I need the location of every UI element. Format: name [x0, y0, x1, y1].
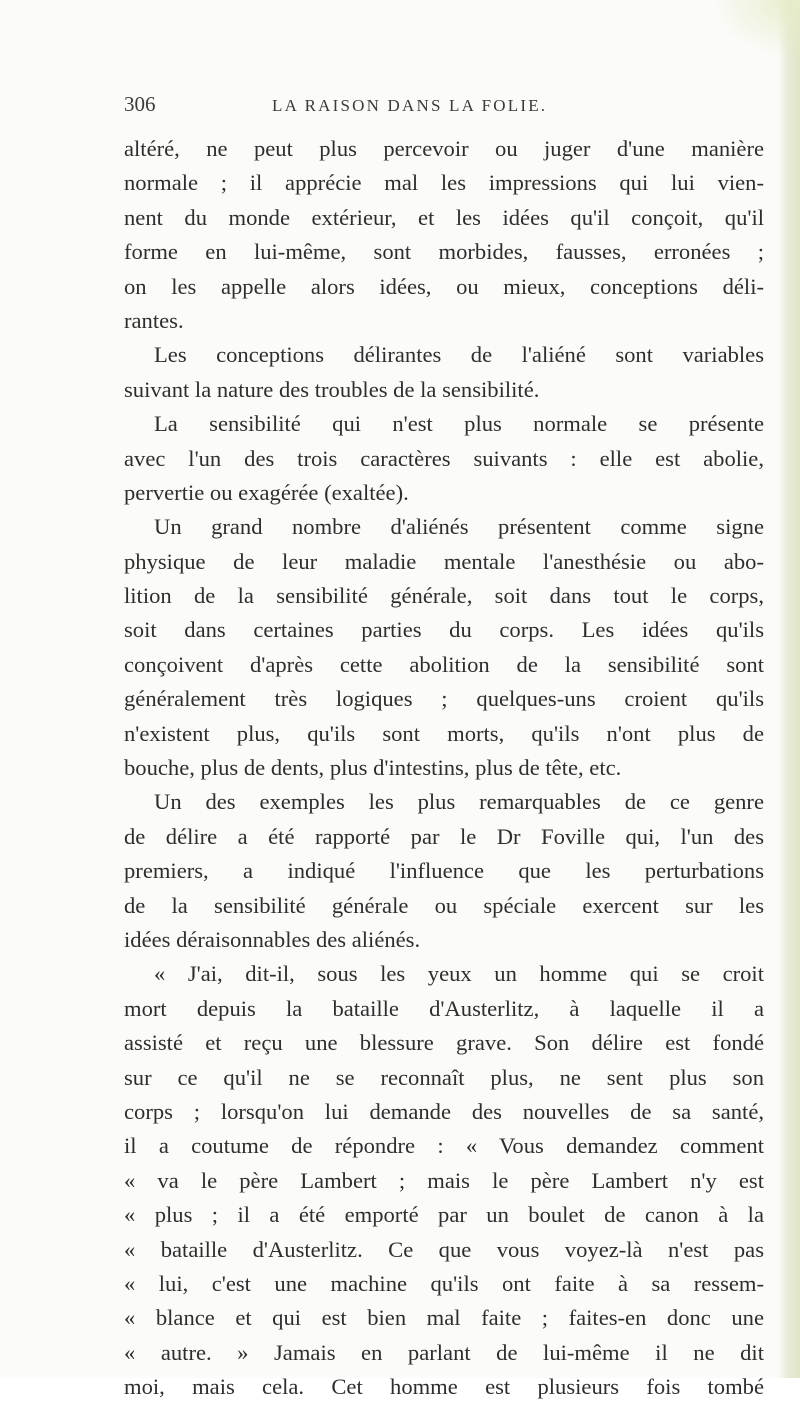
- text-line: premiers, a indiqué l'influence que les perturbations: [124, 858, 764, 884]
- text-line: « va le père Lambert ; mais le père Lambert n'y est: [124, 1167, 764, 1193]
- text-line: altéré, ne peut plus percevoir ou juger d'une manière: [124, 136, 764, 161]
- text-line: « lui, c'est une machine qu'ils ont faite à sa ressem-: [124, 1270, 764, 1296]
- text-line: mort depuis la bataille d'Austerlitz, à laquelle il a: [124, 995, 764, 1021]
- text-line: « blance et qui est bien mal faite ; faites-en donc une: [124, 1305, 764, 1331]
- text-line: Un des exemples les plus remarquables de ce genre: [154, 789, 764, 815]
- text-line: « J'ai, dit-il, sous les yeux un homme qui se croit: [154, 961, 764, 987]
- text-line: soit dans certaines parties du corps. Les idées qu'ils: [124, 617, 764, 643]
- running-header: [124, 92, 764, 122]
- text-line: forme en lui-même, sont morbides, fausses, erronées ;: [124, 239, 764, 265]
- text-line: corps ; lorsqu'on lui demande des nouvelles de sa santé,: [124, 1098, 764, 1124]
- text-line: « bataille d'Austerlitz. Ce que vous voyez-là n'est pas: [124, 1236, 764, 1262]
- text-line: sur ce qu'il ne se reconnaît plus, ne sent plus son: [124, 1064, 764, 1090]
- text-line: Un grand nombre d'aliénés présentent comme signe: [154, 514, 764, 540]
- text-line: il a coutume de répondre : « Vous demandez comment: [124, 1133, 764, 1159]
- text-line: « plus ; il a été emporté par un boulet de canon à la: [124, 1202, 764, 1228]
- text-line: rantes.: [124, 307, 184, 333]
- text-line: n'existent plus, qu'ils sont morts, qu'ils n'ont plus de: [124, 720, 764, 746]
- text-line: nent du monde extérieur, et les idées qu'il conçoit, qu'il: [124, 204, 764, 230]
- text-line: conçoivent d'après cette abolition de la sensibilité sont: [124, 651, 764, 677]
- text-line: idées déraisonnables des aliénés.: [124, 926, 421, 952]
- text-line: La sensibilité qui n'est plus normale se présente: [154, 411, 764, 437]
- text-line: lition de la sensibilité générale, soit dans tout le corps,: [124, 583, 764, 609]
- running-title: LA RAISON DANS LA FOLIE.: [272, 96, 548, 115]
- text-line: Les conceptions délirantes de l'aliéné sont variables: [154, 342, 764, 368]
- text-line: suivant la nature des troubles de la sensibilité.: [124, 376, 540, 402]
- text-line: bouche, plus de dents, plus d'intestins, plus de tête, etc.: [124, 755, 622, 781]
- page-number: 306: [124, 92, 156, 116]
- body-text: [124, 132, 764, 1404]
- text-line: physique de leur maladie mentale l'anesthésie ou abo-: [124, 548, 764, 574]
- text-line: pervertie ou exagérée (exaltée).: [124, 479, 409, 505]
- text-line: de la sensibilité générale ou spéciale exercent sur les: [124, 892, 764, 918]
- text-line: on les appelle alors idées, ou mieux, conceptions déli-: [124, 273, 764, 299]
- text-line: normale ; il apprécie mal les impressions qui lui vien-: [124, 170, 764, 196]
- text-line: « autre. » Jamais en parlant de lui-même il ne dit: [124, 1339, 764, 1365]
- page-corner-stain: [710, 0, 800, 60]
- page-edge-shadow: [778, 0, 800, 1378]
- text-line: de délire a été rapporté par le Dr Foville qui, l'un des: [124, 823, 764, 849]
- text-line: assisté et reçu une blessure grave. Son délire est fondé: [124, 1030, 764, 1056]
- text-line: généralement très logiques ; quelques-uns croient qu'ils: [124, 686, 764, 712]
- text-line: moi, mais cela. Cet homme est plusieurs fois tombé: [124, 1374, 764, 1400]
- text-line: avec l'un des trois caractères suivants : elle est abolie,: [124, 445, 764, 471]
